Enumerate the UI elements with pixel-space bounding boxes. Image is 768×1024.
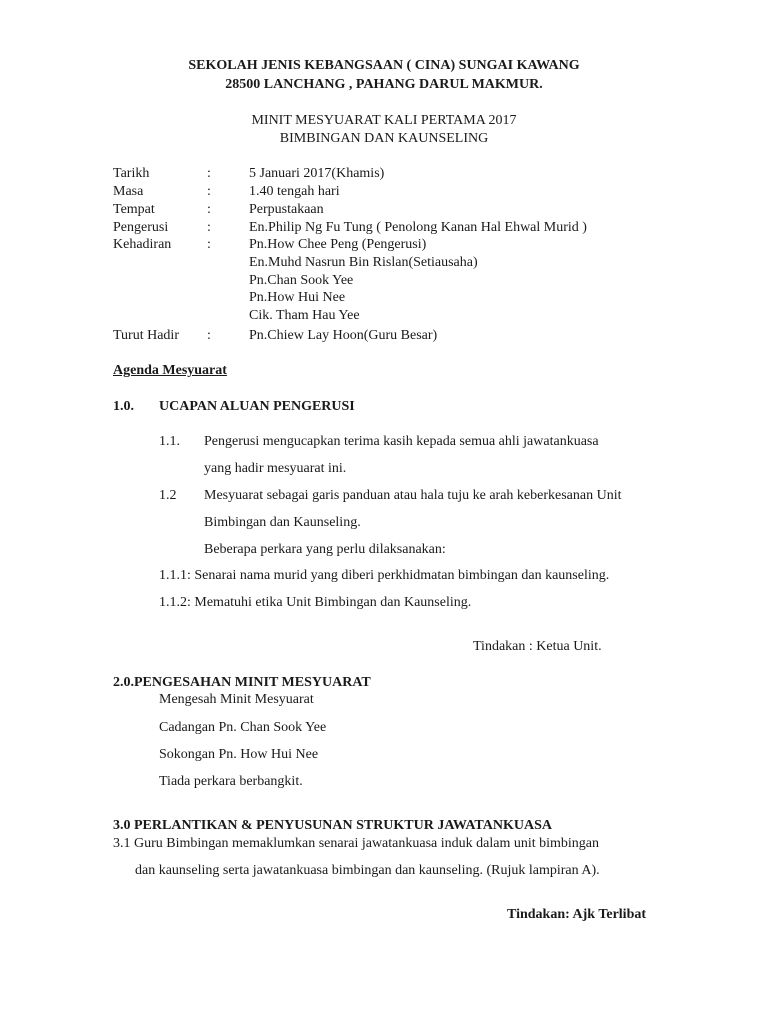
label-masa: Masa	[113, 184, 144, 199]
attendee: Cik. Tham Hau Yee	[249, 308, 360, 323]
value-masa: 1.40 tengah hari	[249, 184, 340, 199]
section-2-line: Tiada perkara berbangkit.	[159, 774, 303, 789]
school-name: SEKOLAH JENIS KEBANGSAAN ( CINA) SUNGAI KAWANG	[188, 58, 580, 73]
label-pengerusi: Pengerusi	[113, 220, 169, 235]
sub-item: 1.1.1: Senarai nama murid yang diberi perkhidmatan bimbingan dan kaunseling.	[159, 568, 610, 583]
section-2-line: Mengesah Minit Mesyuarat	[159, 692, 314, 707]
attendee: Pn.How Hui Nee	[249, 290, 346, 305]
section-3-line: 3.1 Guru Bimbingan memaklumkan senarai jawatankuasa induk dalam unit bimbingan	[113, 836, 600, 851]
item-text: Mesyuarat sebagai garis panduan atau hala tuju ke arah keberkesanan Unit	[204, 488, 622, 503]
agenda-heading: Agenda Mesyuarat	[113, 363, 227, 378]
section-2-title: 2.0.PENGESAHAN MINIT MESYUARAT	[113, 675, 371, 690]
value-turut-hadir: Pn.Chiew Lay Hoon(Guru Besar)	[249, 328, 438, 343]
section-3-title: 3.0 PERLANTIKAN & PENYUSUNAN STRUKTUR JAWATANKUASA	[113, 818, 552, 833]
item-text: Beberapa perkara yang perlu dilaksanakan:	[204, 542, 446, 557]
item-text: Pengerusi mengucapkan terima kasih kepada semua ahli jawatankuasa	[204, 434, 599, 449]
colon: :	[207, 237, 211, 252]
label-turut-hadir: Turut Hadir	[113, 328, 179, 343]
value-pengerusi: En.Philip Ng Fu Tung ( Penolong Kanan Hal Ehwal Murid )	[249, 220, 587, 235]
colon: :	[207, 220, 211, 235]
sub-item: 1.1.2: Mematuhi etika Unit Bimbingan dan Kaunseling.	[159, 595, 472, 610]
colon: :	[207, 328, 211, 343]
value-tarikh: 5 Januari 2017(Khamis)	[249, 166, 385, 181]
value-tempat: Perpustakaan	[249, 202, 324, 217]
tindakan-section-1: Tindakan : Ketua Unit.	[473, 639, 602, 654]
colon: :	[207, 166, 211, 181]
colon: :	[207, 184, 211, 199]
item-text: yang hadir mesyuarat ini.	[204, 461, 347, 476]
tindakan-section-3: Tindakan: Ajk Terlibat	[507, 907, 647, 922]
section-2-line: Cadangan Pn. Chan Sook Yee	[159, 720, 327, 735]
section-1-title: UCAPAN ALUAN PENGERUSI	[159, 399, 355, 414]
label-kehadiran: Kehadiran	[113, 237, 172, 252]
attendee: En.Muhd Nasrun Bin Rislan(Setiausaha)	[249, 255, 478, 270]
label-tarikh: Tarikh	[113, 166, 150, 181]
school-address: 28500 LANCHANG , PAHANG DARUL MAKMUR.	[225, 77, 543, 92]
minutes-title: MINIT MESYUARAT KALI PERTAMA 2017	[251, 113, 517, 128]
item-text: Bimbingan dan Kaunseling.	[204, 515, 361, 530]
attendee: Pn.Chan Sook Yee	[249, 273, 354, 288]
unit-title: BIMBINGAN DAN KAUNSELING	[279, 131, 489, 146]
attendee: Pn.How Chee Peng (Pengerusi)	[249, 237, 427, 252]
label-tempat: Tempat	[113, 202, 155, 217]
section-1-number: 1.0.	[113, 399, 134, 414]
item-number: 1.1.	[159, 434, 180, 449]
colon: :	[207, 202, 211, 217]
item-number: 1.2	[159, 488, 177, 503]
section-2-line: Sokongan Pn. How Hui Nee	[159, 747, 319, 762]
section-3-line: dan kaunseling serta jawatankuasa bimbingan dan kaunseling. (Rujuk lampiran A).	[135, 863, 600, 878]
